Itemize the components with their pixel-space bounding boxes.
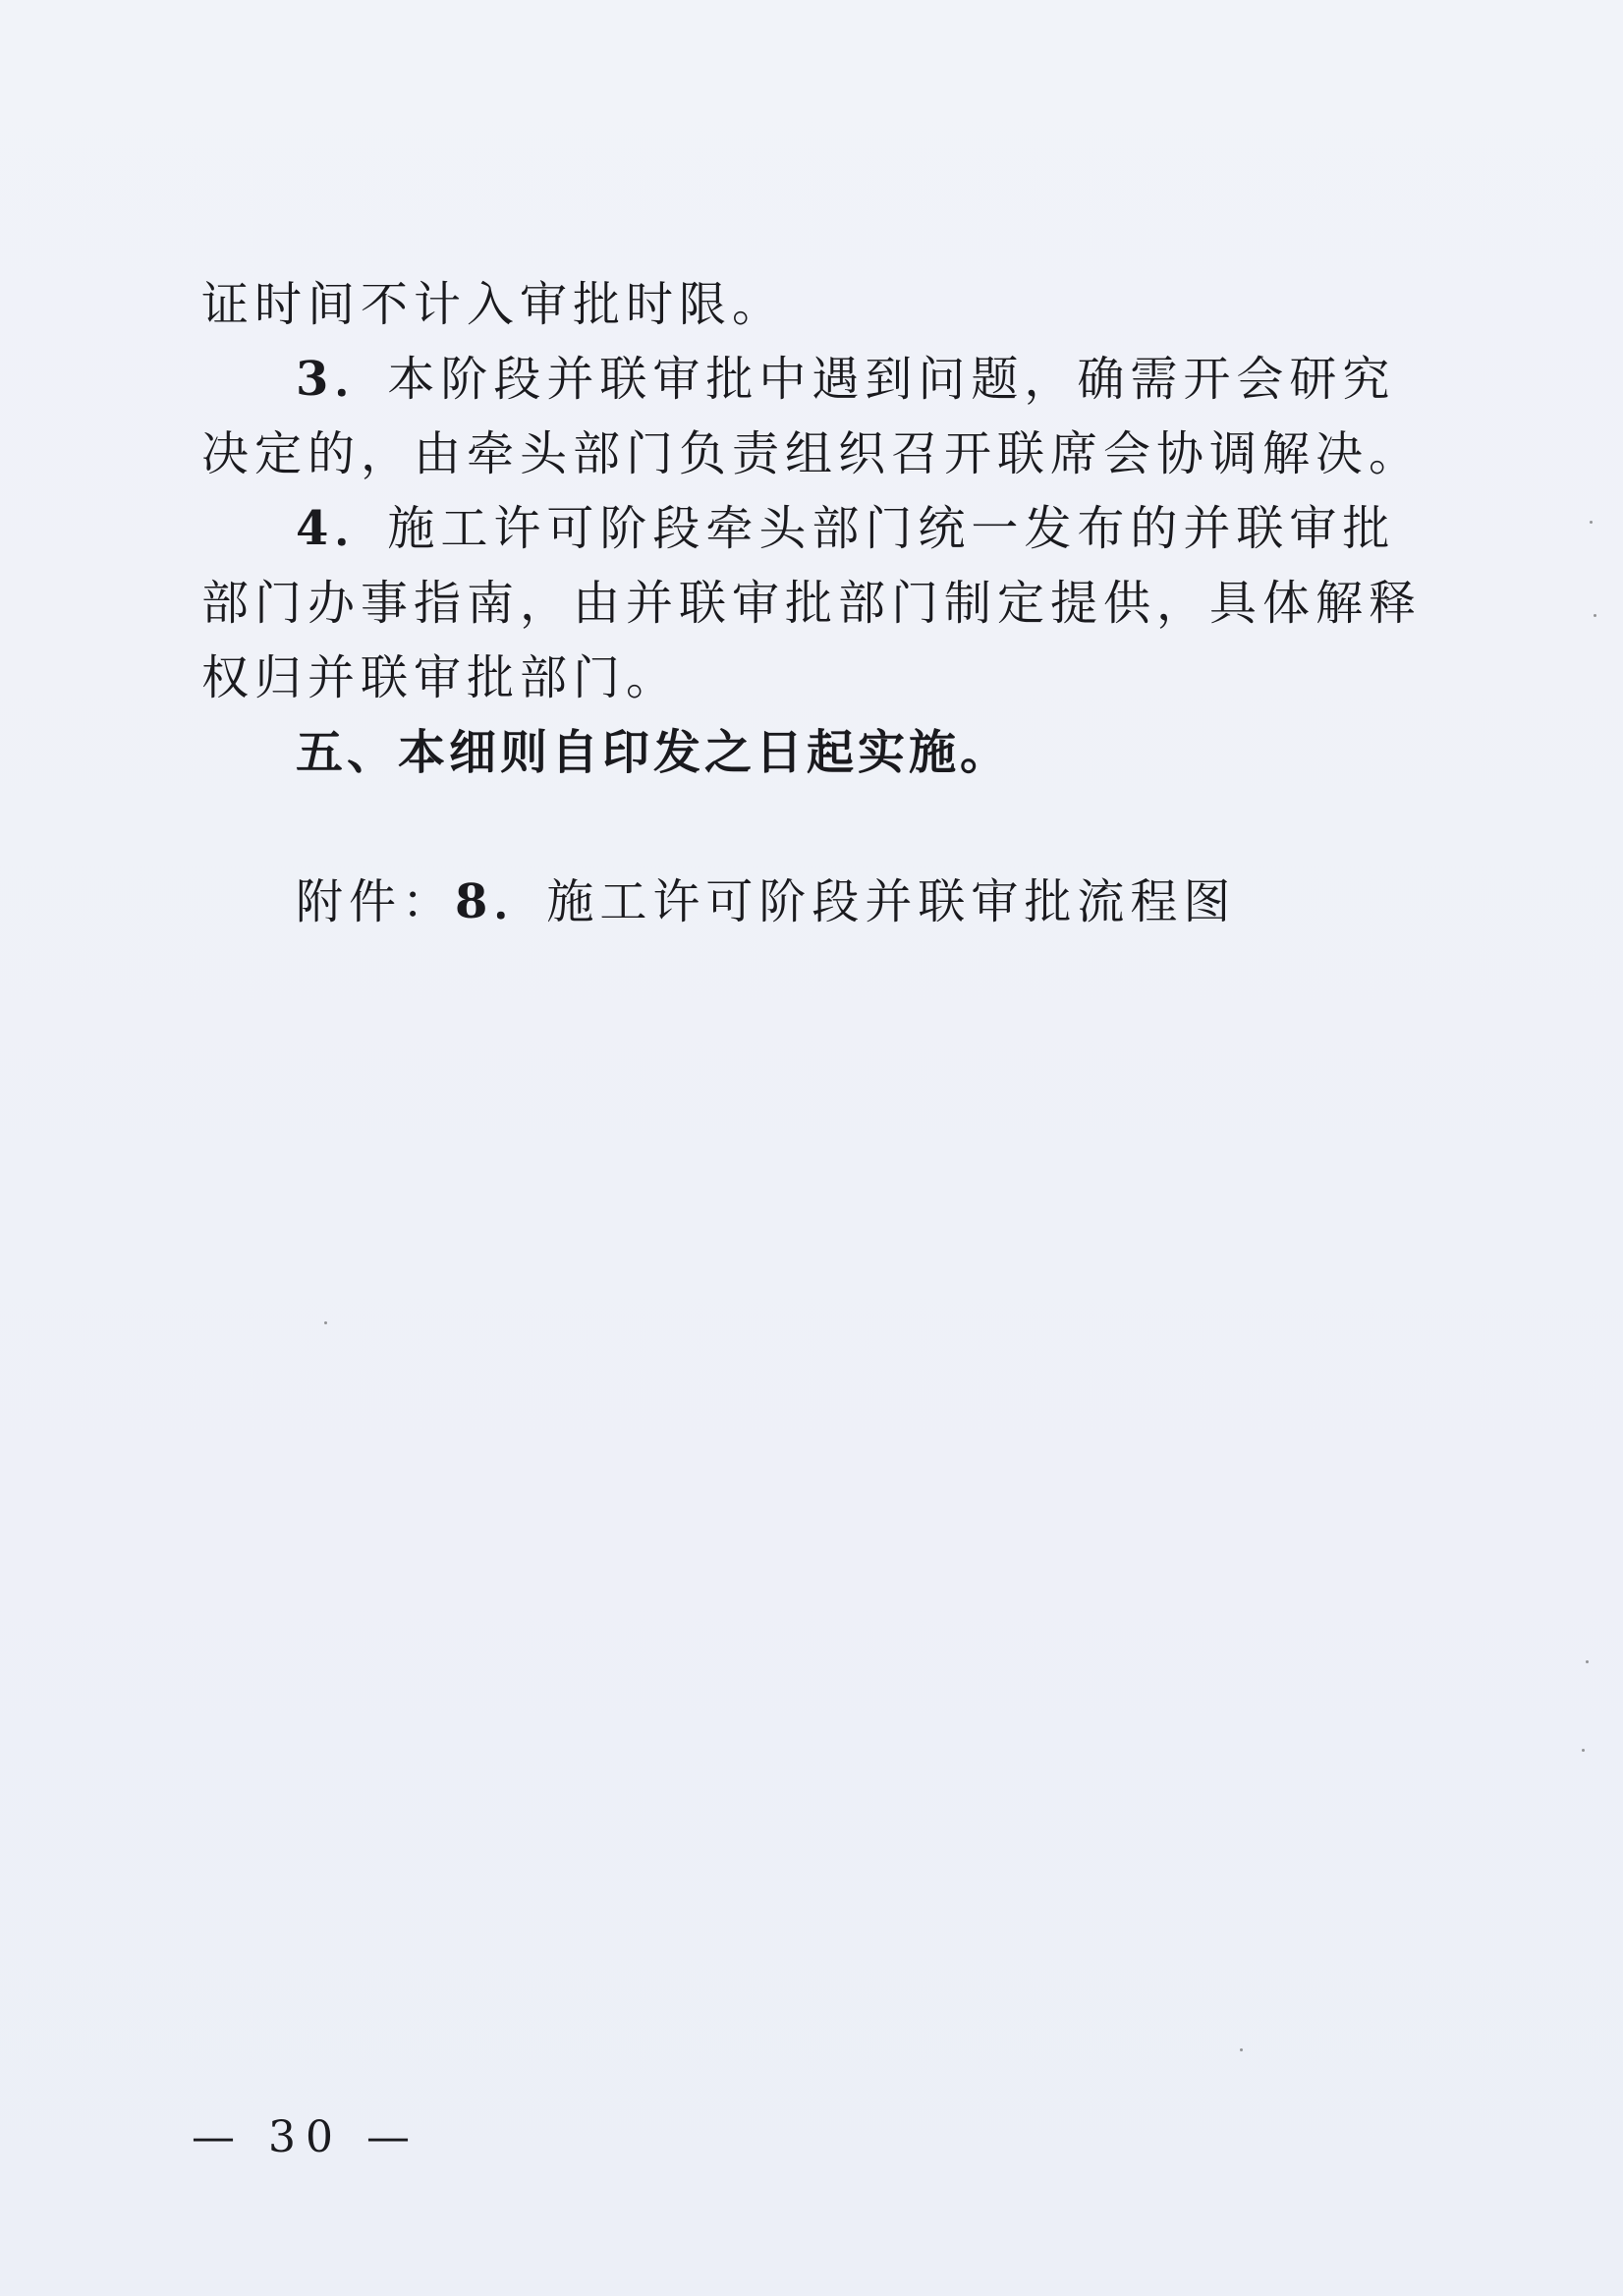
scan-speck bbox=[1594, 614, 1596, 617]
scan-speck bbox=[1590, 521, 1593, 524]
scan-speck bbox=[1586, 1660, 1589, 1663]
attachment-number: 8． bbox=[455, 874, 547, 929]
item-number: 3． bbox=[296, 352, 388, 407]
scan-speck bbox=[1240, 2048, 1243, 2051]
blank-line bbox=[201, 790, 1429, 865]
section-heading: 五、本细则自印发之日起实施。 bbox=[296, 725, 1012, 780]
paragraph-continuation: 证时间不计入审批时限。 bbox=[201, 277, 786, 332]
document-body bbox=[201, 267, 1429, 939]
attachment-label: 附件： bbox=[296, 874, 456, 929]
page-number: — 30 — bbox=[192, 2112, 420, 2162]
scan-speck bbox=[324, 1321, 327, 1324]
paragraph-item-4 bbox=[201, 491, 1429, 715]
item-text: 本阶段并联审批中遇到问题，确需开会研究决定的，由牵头部门负责组织召开联席会协调解决。 bbox=[201, 352, 1423, 481]
attachment-title: 施工许可阶段并联审批流程图 bbox=[546, 874, 1237, 929]
item-number: 4． bbox=[296, 501, 388, 556]
attachment-line bbox=[201, 865, 1429, 939]
scan-speck bbox=[1582, 1749, 1585, 1752]
item-text: 施工许可阶段牵头部门统一发布的并联审批部门办事指南，由并联审批部门制定提供，具体解释权归并联审批部门。 bbox=[201, 501, 1423, 705]
paragraph-item-3 bbox=[201, 342, 1429, 491]
